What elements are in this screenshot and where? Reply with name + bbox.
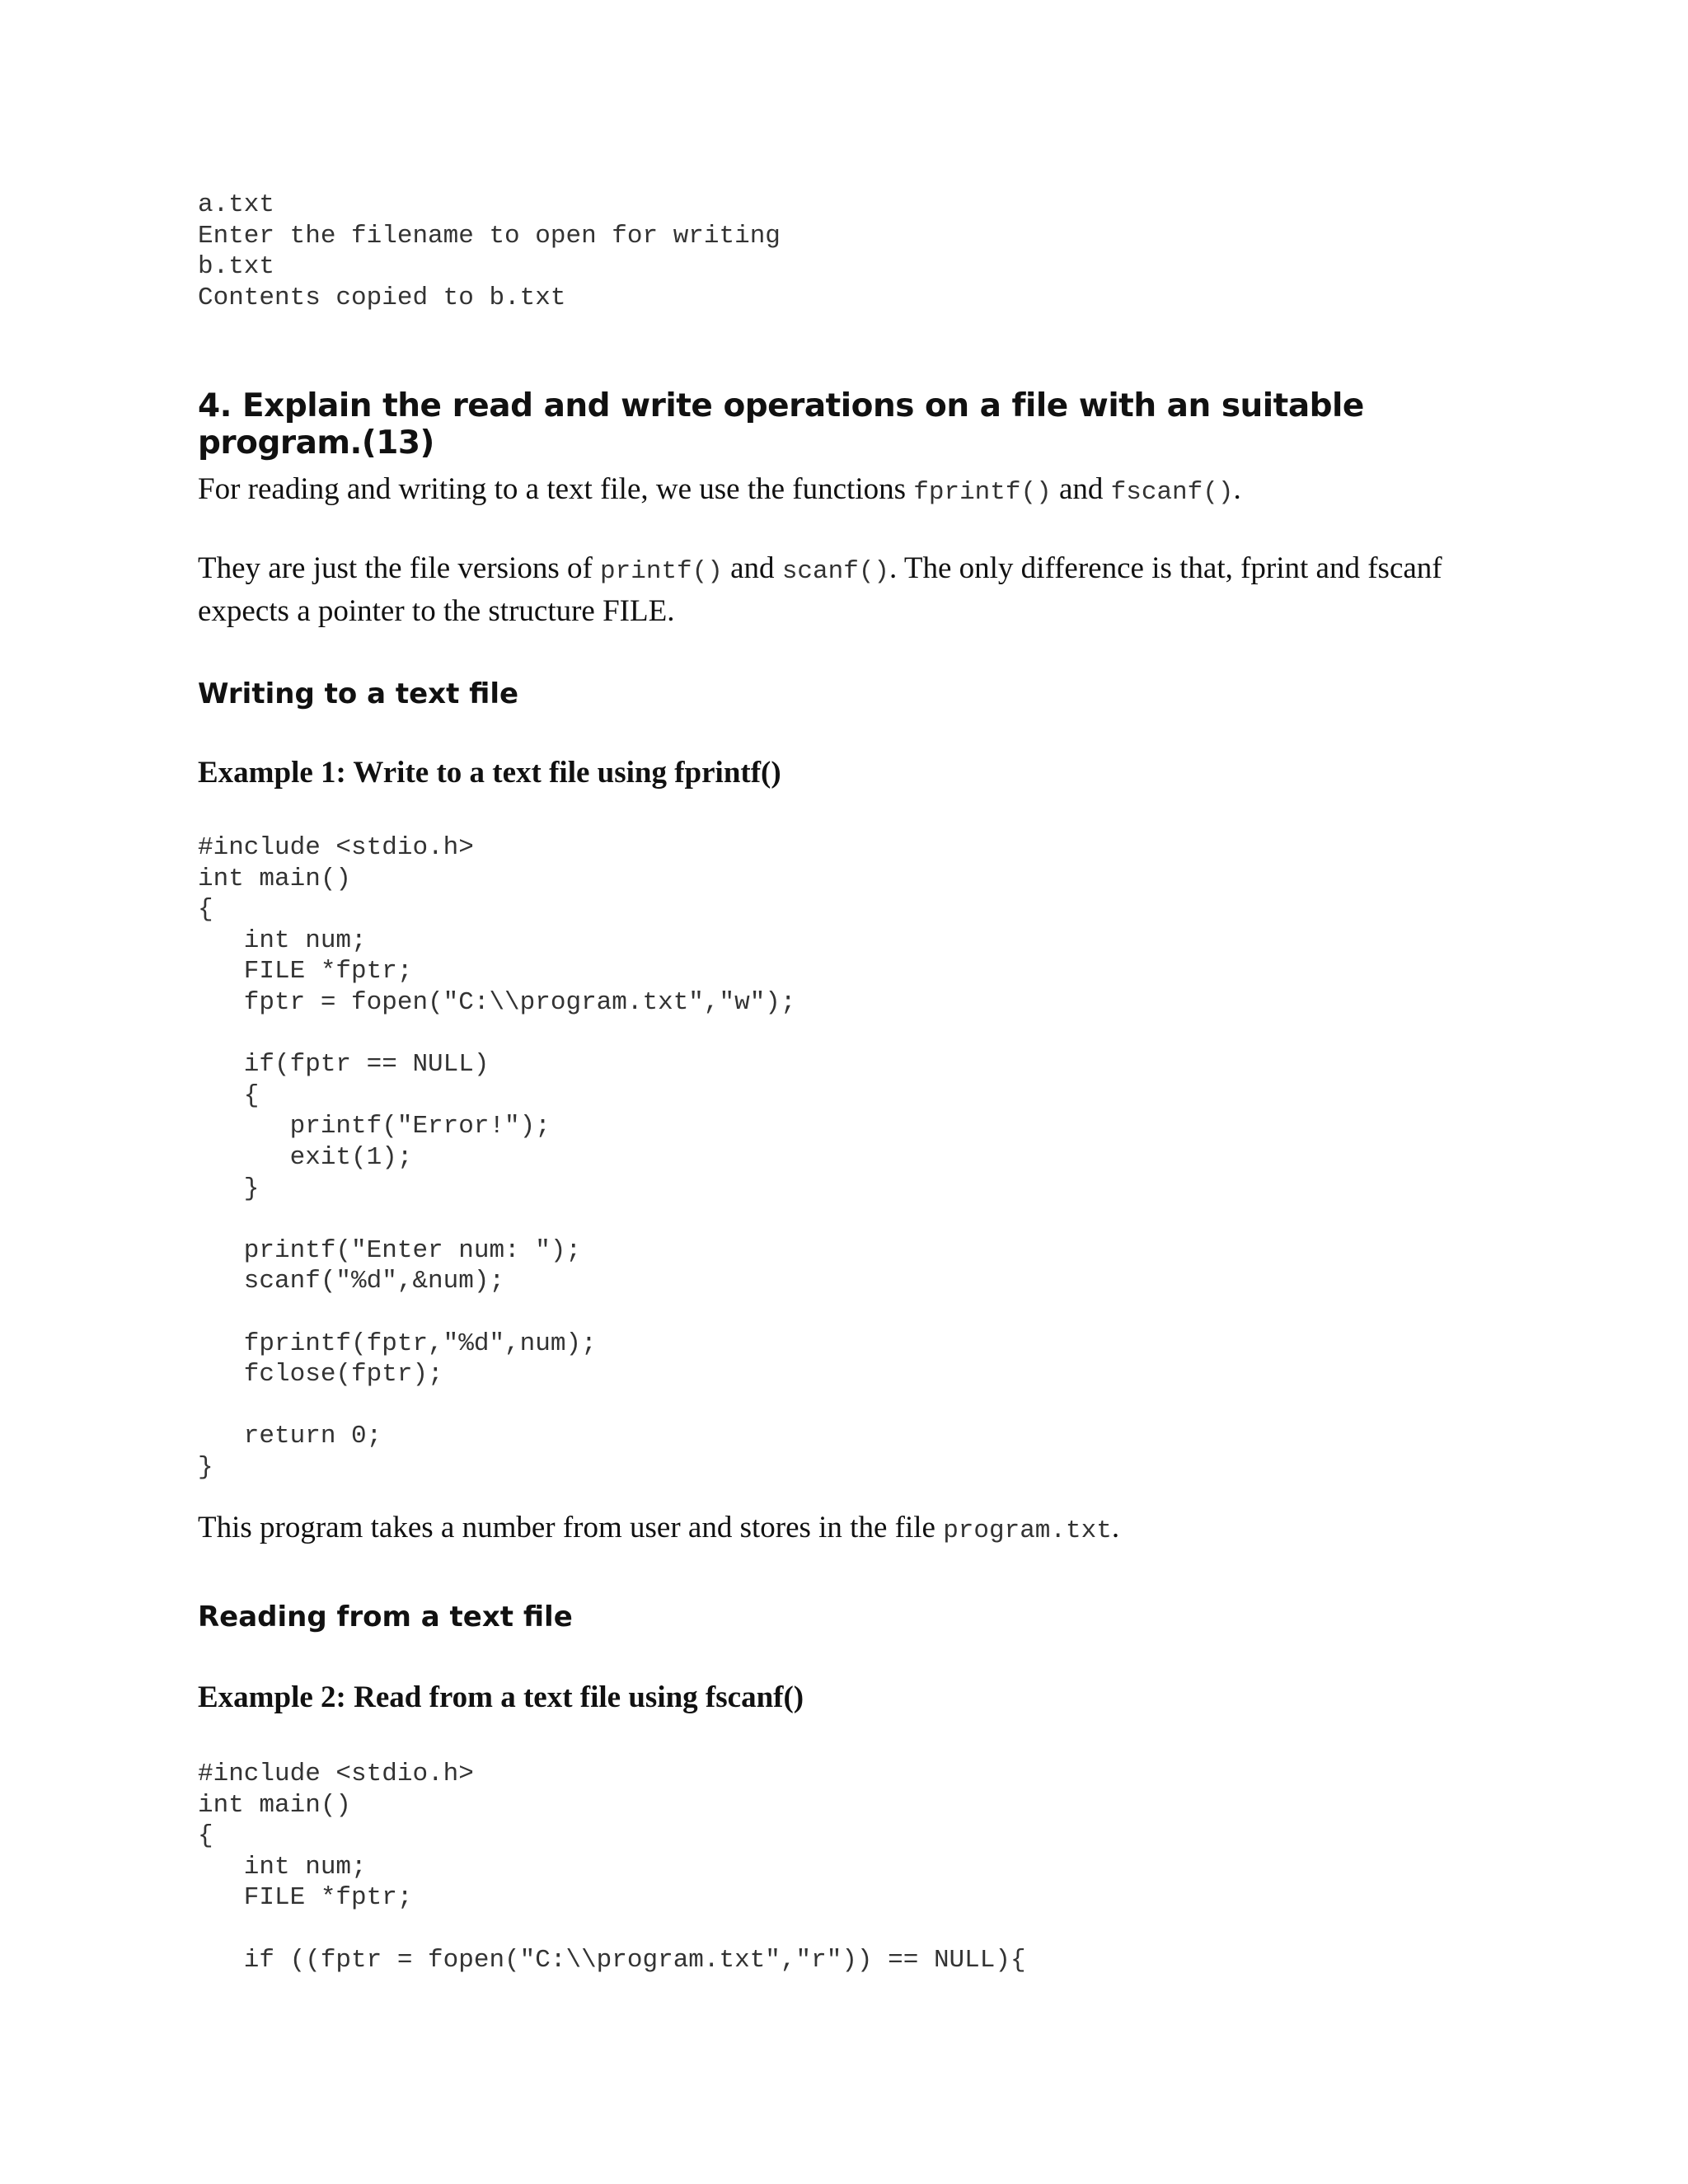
program-output <box>198 190 781 313</box>
code-line: } <box>198 1174 260 1203</box>
code-line: { <box>198 1821 213 1851</box>
reading-subheading: Reading from a text file <box>198 1601 573 1633</box>
code-line: int num; <box>198 926 367 955</box>
intro-text: . <box>1233 472 1241 506</box>
inline-code-printf: printf() <box>600 557 723 586</box>
writing-subheading: Writing to a text file <box>198 677 519 710</box>
question-heading: 4. Explain the read and write operations on a file with an suitable program.(13) <box>198 387 1364 462</box>
note-text: This program takes a number from user and stores in the file <box>198 1511 944 1544</box>
code-line: if(fptr == NULL) <box>198 1050 490 1080</box>
code-line: } <box>198 1452 213 1482</box>
intro-paragraph-2 <box>198 549 1500 631</box>
inline-code-fscanf: fscanf() <box>1110 478 1234 507</box>
output-line: a.txt <box>198 190 275 219</box>
code-line: fprintf(fptr,"%d",num); <box>198 1329 597 1358</box>
output-line: b.txt <box>198 252 275 282</box>
intro-text: For reading and writing to a text file, we use the functions <box>198 472 914 506</box>
output-line: Contents copied to b.txt <box>198 283 566 312</box>
code-line: int main() <box>198 864 352 893</box>
code-line: { <box>198 1080 260 1110</box>
code-line: printf("Enter num: "); <box>198 1235 582 1265</box>
example-1-title: Example 1: Write to a text file using fprintf() <box>198 756 781 790</box>
code-line: fclose(fptr); <box>198 1360 443 1390</box>
code-line: #include <stdio.h> <box>198 833 474 862</box>
code-line: #include <stdio.h> <box>198 1760 474 1788</box>
output-line: Enter the filename to open for writing <box>198 221 781 251</box>
example-2-title: Example 2: Read from a text file using fscanf() <box>198 1680 804 1714</box>
code-line: FILE *fptr; <box>198 957 413 987</box>
code-line: return 0; <box>198 1422 382 1451</box>
code-block-write <box>198 832 796 1483</box>
code-line: fptr = fopen("C:\\program.txt","w"); <box>198 987 796 1017</box>
code-line: scanf("%d",&num); <box>198 1267 505 1296</box>
code-line: exit(1); <box>198 1142 413 1172</box>
intro-text: and <box>722 551 782 585</box>
note-text: . <box>1111 1511 1120 1544</box>
code-block-read <box>198 1759 1026 1975</box>
inline-code-fprintf: fprintf() <box>913 478 1052 507</box>
intro-text: . The only difference is that, fprint and fscanf expects a pointer to the structure FILE. <box>198 551 1442 628</box>
intro-text: They are just the file versions of <box>198 551 601 585</box>
code-line: FILE *fptr; <box>198 1883 413 1913</box>
code-line: { <box>198 895 213 925</box>
code-line: int num; <box>198 1852 367 1882</box>
code-line: int main() <box>198 1790 352 1820</box>
code-line: if ((fptr = fopen("C:\\program.txt","r")) == NULL){ <box>198 1945 1026 1975</box>
inline-code-scanf: scanf() <box>781 557 890 586</box>
write-program-note <box>198 1508 1500 1551</box>
inline-code-filename: program.txt <box>943 1516 1112 1545</box>
intro-paragraph-1 <box>198 470 1500 513</box>
code-line: printf("Error!"); <box>198 1112 551 1141</box>
intro-text: and <box>1051 472 1111 506</box>
